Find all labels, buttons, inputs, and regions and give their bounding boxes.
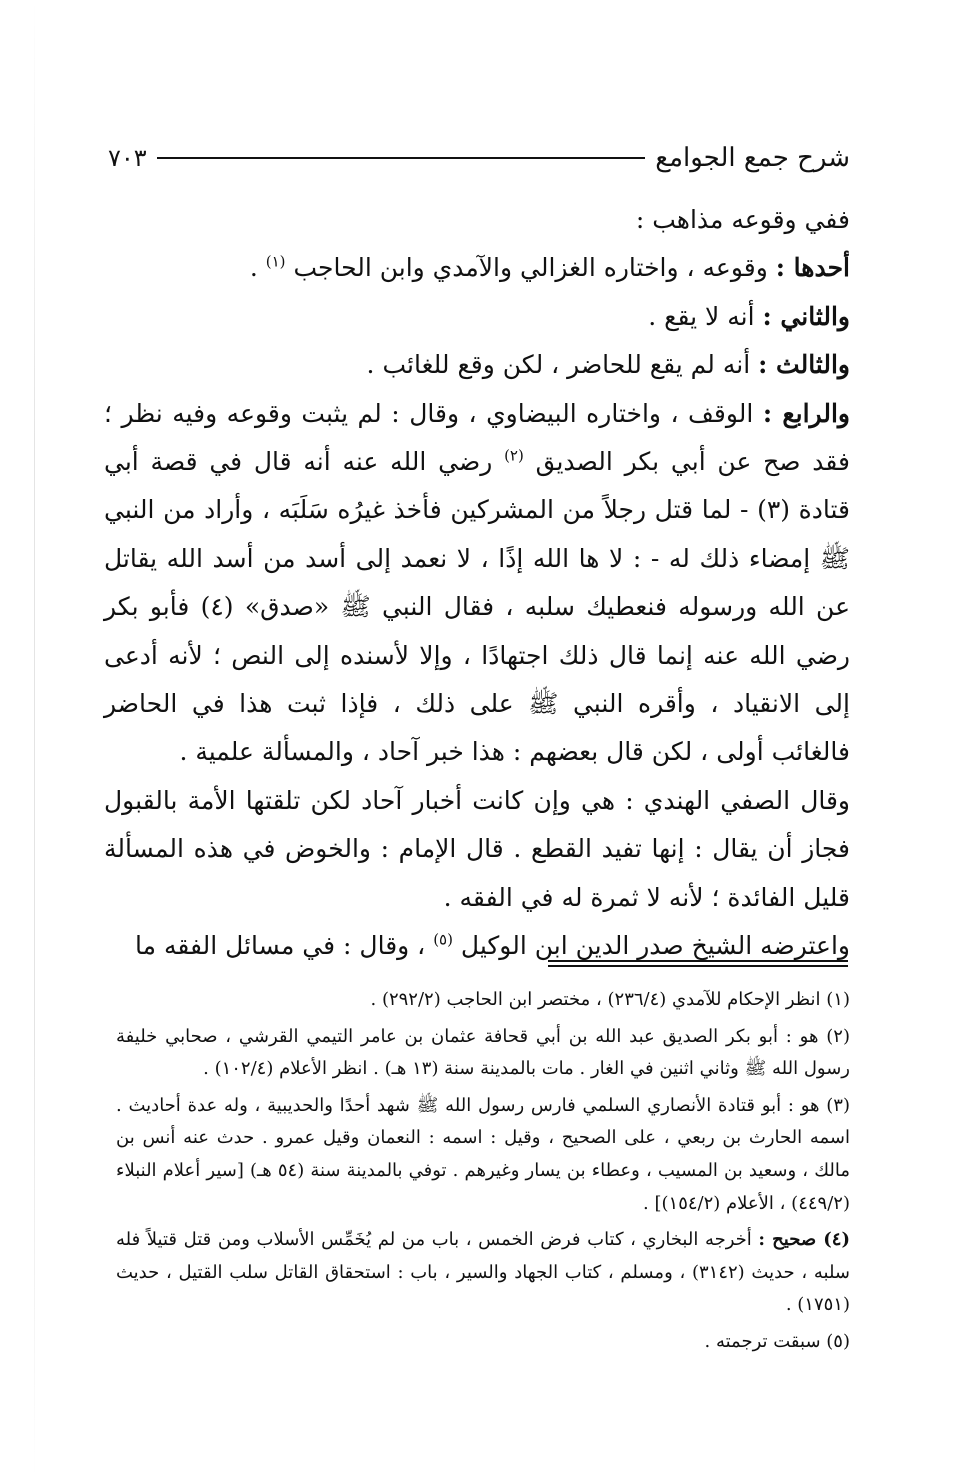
footnote: (٤) صحيح : أخرجه البخاري ، كتاب فرض الخمس ، باب من لم يُخَمِّس الأسلاب ومن قتل قتيلاً فله سلبه ، حديث (٣١٤٢) ، ومسلم ، كتاب الجهاد والسير ، باب : استحقاق القاتل سلب القتيل ، حديث (١٧٥١) . [116,1229,850,1316]
paragraph-lead: والثاني : [762,301,850,331]
footnote-ref: (٥) [433,930,453,949]
page-number: ٧٠٣ [108,144,147,172]
page-crease [34,0,35,1478]
paragraph-lead: والثالث : [758,350,850,380]
footnote-ref: (٢) [504,446,524,465]
book-title: شرح جمع الجوامع [655,143,850,173]
paragraph: والرابع : الوقف ، واختاره البيضاوي ، وقال : لم يثبت وقوعه وفيه نظر ؛ فقد صح عن أبي بكر الصديق $^{(٢)}$ رضي الله عنه أنه قال في قصة أبي قتادة (٣) - لما قتل رجلاً من المشركين فأخذ غيرُه سَلَبَه ، وأراد من النبي ﷺ إمضاء ذلك له - : لا ها الله إذًا ، لا نعمد إلى أسد من أسد الله يقاتل عن الله ورسوله فنعطيك سلبه ، فقال النبي ﷺ «صدق» (٤) فأبو بكر رضي الله عنه إنما قال ذلك اجتهادًا ، وإلا لأسنده إلى النص ؛ لأنه أدعى إلى الانقياد ، وأقره النبي ﷺ على ذلك ، فإذا ثبت هذا في الحاضر فالغائب أولى ، لكن قال بعضهم : هذا خبر آحاد ، والمسألة علمية . [104,398,851,767]
footnote: (٢) هو : أبو بكر الصديق عبد الله بن أبي قحافة عثمان بن عامر التيمي القرشي ، صحابي خليفة رسول الله ﷺ وثاني اثنين في الغار . مات بالمدينة سنة (١٣ هـ) . انظر الأعلام (١٠٢/٤) . [116,1025,850,1080]
paragraph: أحدها : وقوعه ، واختاره الغزالي والآمدي وابن الحاجب $^{(١)}$ . [249,253,850,283]
paragraph-lead: والرابع : [762,398,850,428]
running-header [108,138,850,178]
footnote-ref: (١) [265,253,286,272]
paragraph: والثالث : أنه لم يقع للحاضر ، لكن وقع للغائب . [366,350,850,380]
footnotes [116,984,850,1363]
footnote: (٥) سبقت ترجمته . [704,1330,850,1352]
footnote: (٣) هو : أبو قتادة الأنصاري السلمي فارس رسول الله ﷺ شهد أحدًا والحديبية ، وله عدة أحاديث . اسمه الحارث بن ربعي ، على الصحيح ، وقيل : اسمه : النعمان وقيل عمرو . حدث عنه أنس بن مالك ، وسعيد بن المسيب ، وعطاء بن يسار وغيرهم . توفي بالمدينة سنة (٥٤ هـ) [سير أعلام النبلاء (٤٤٩/٢) ، الأعلام (١٥٤/٢)] . [116,1094,851,1214]
paragraph-lead: أحدها : [775,253,850,283]
paragraph: ففي وقوعه مذاهب : [635,205,850,234]
footnote: (١) انظر الإحكام للآمدي (٢٣٦/٤) ، مختصر ابن الحاجب (٢٩٢/٢) . [370,989,850,1010]
footnote-lead: (٤) صحيح : [758,1229,850,1251]
header-rule [157,157,646,159]
main-text [104,196,850,971]
paragraph: والثاني : أنه لا يقع . [648,301,850,331]
paragraph: وقال الصفي الهندي : هي وإن كانت أخبار آحاد لكن تلقتها الأمة بالقبول فجاز أن يقال : إنها تفيد القطع . قال الإمام : والخوض في هذه المسألة قليل الفائدة ؛ لأنه لا ثمرة له في الفقه . [104,785,850,912]
paragraph: واعترضه الشيخ صدر الدين ابن الوكيل $^{(٥)}$ ، وقال : في مسائل الفقه ما [135,930,850,961]
footnote-separator [548,960,848,970]
